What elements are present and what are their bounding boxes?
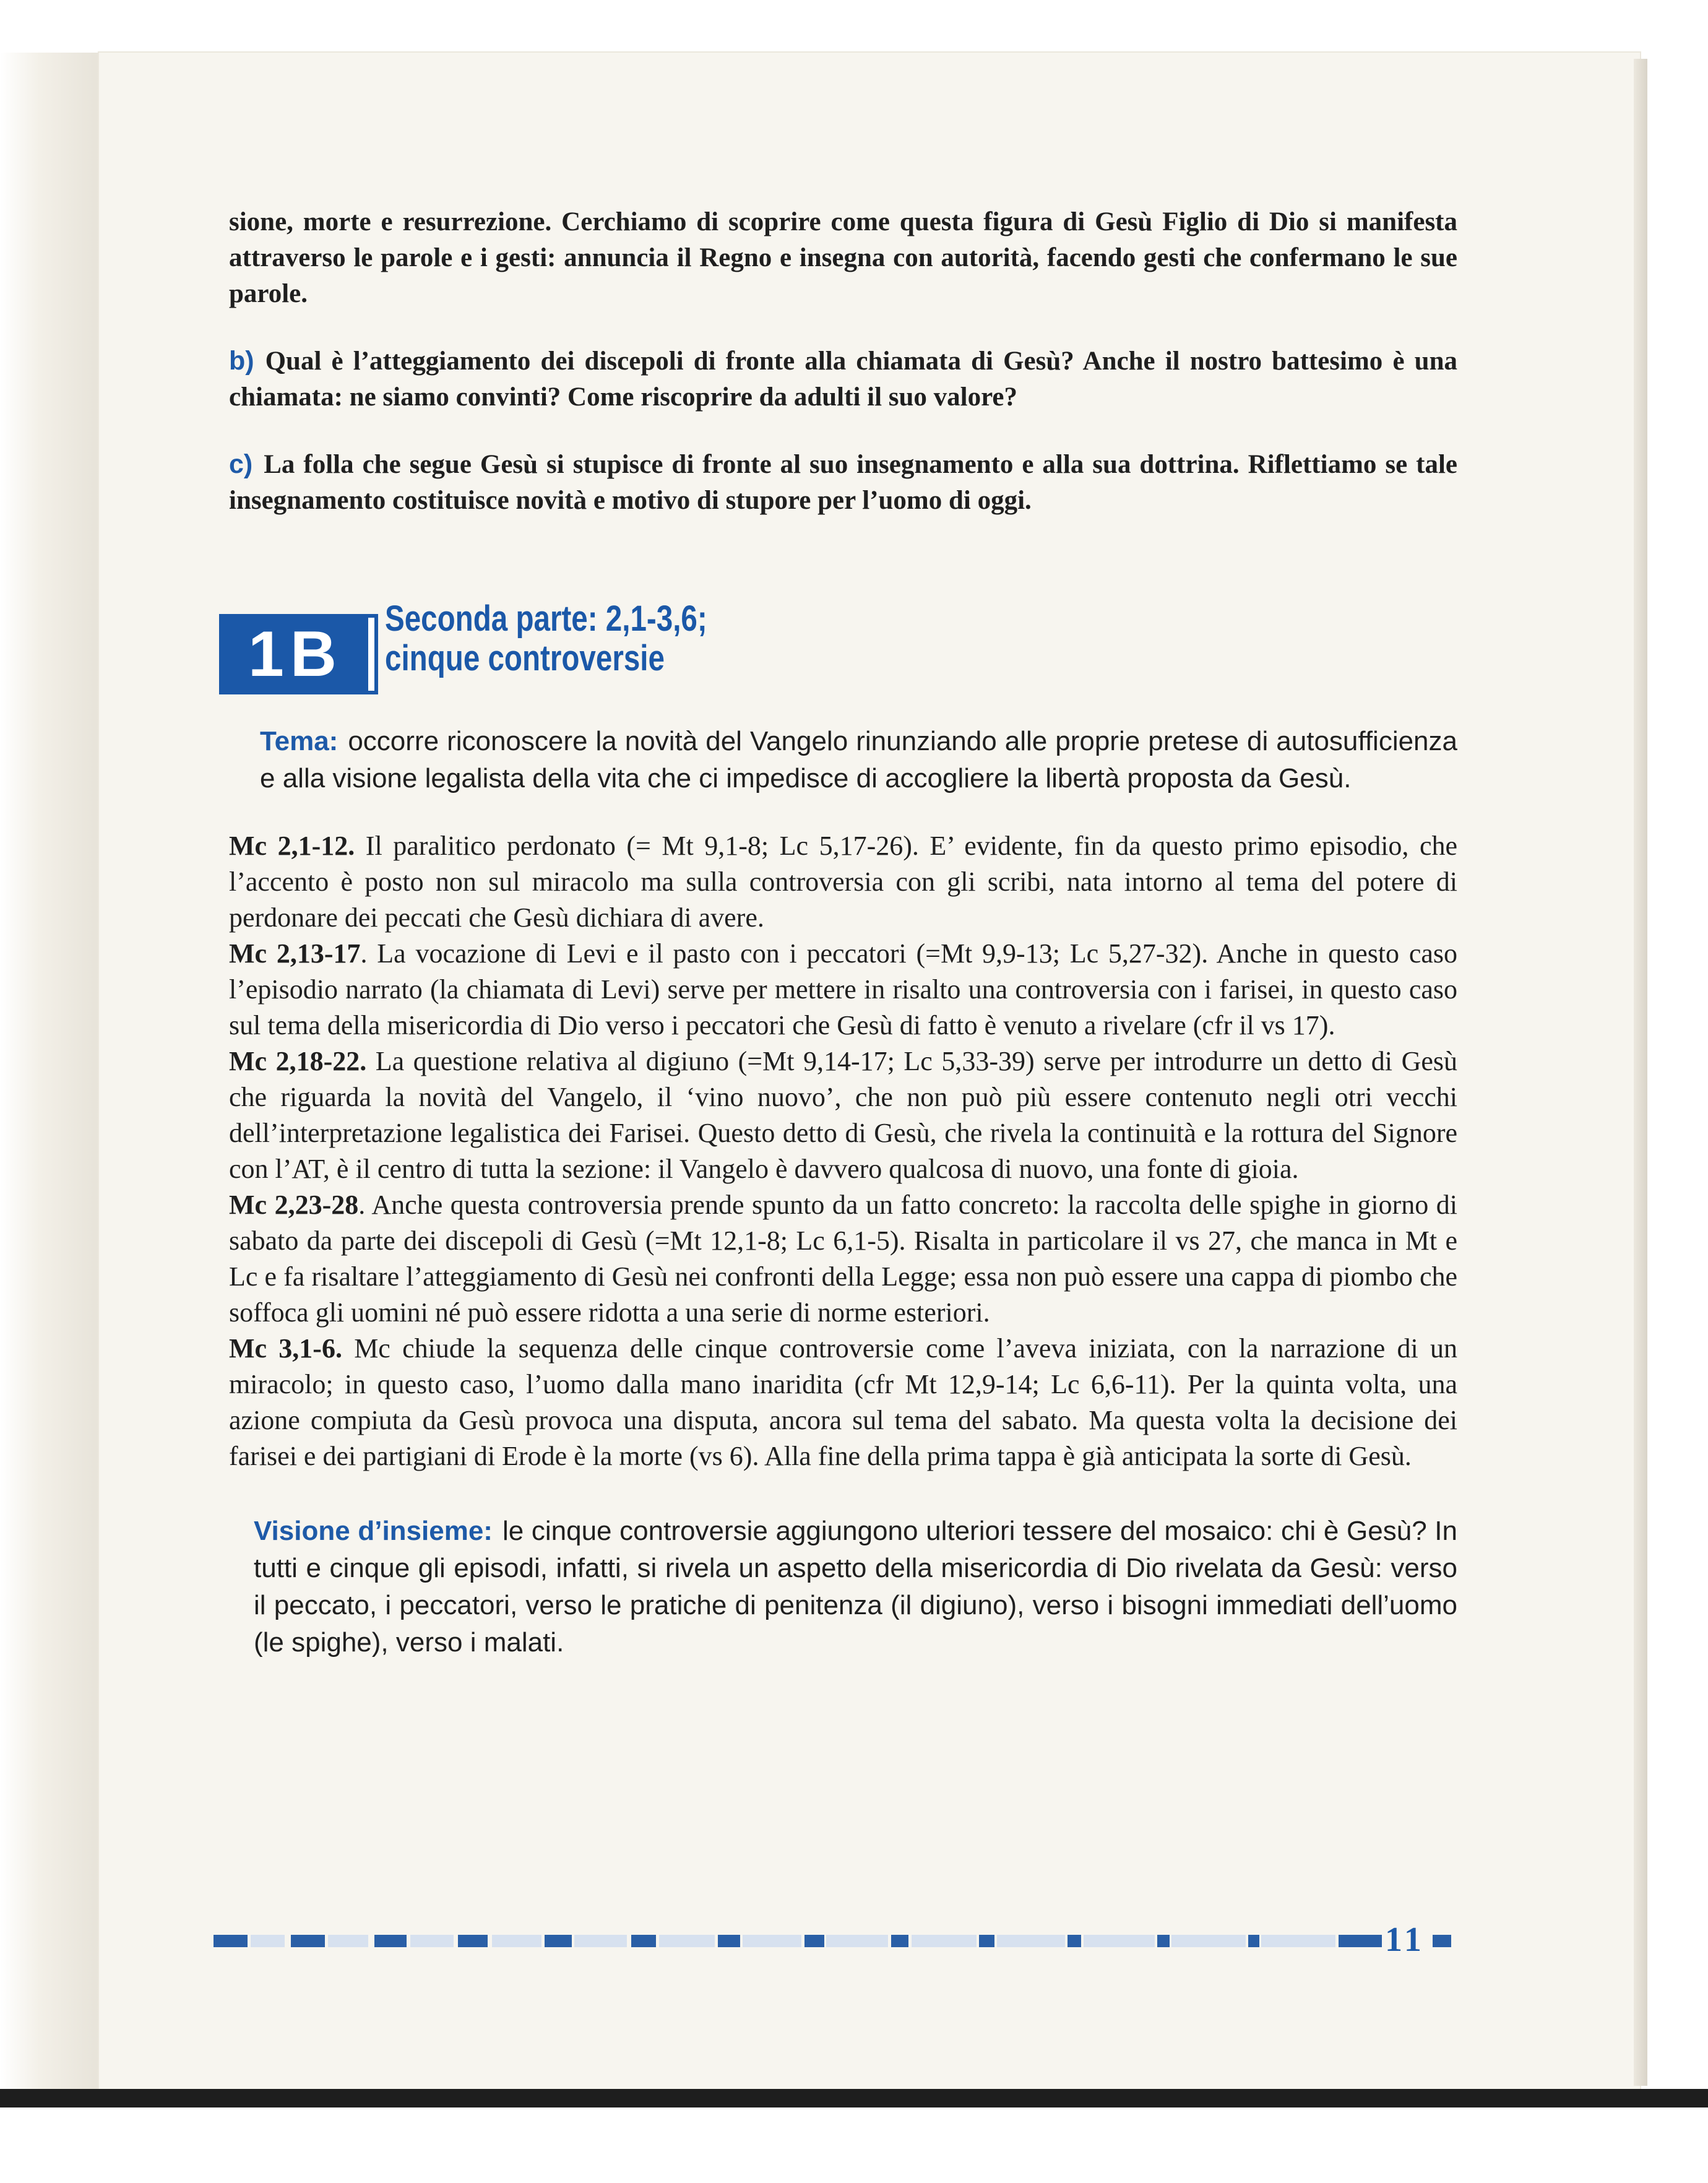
page-gutter-shadow (0, 53, 99, 2107)
question-text: La folla che segue Gesù si stupisce di fronte al suo insegnamento e alla sua dottrina. Riflettiamo se tale insegnamento costituisce novità e motivo di stupore per l’uomo di oggi. (229, 450, 1457, 515)
footer-bar-segment (659, 1935, 715, 1947)
list-item (229, 1044, 1457, 1187)
page-content (229, 204, 1457, 1661)
list-item (229, 828, 1457, 936)
entry-text: La questione relativa al digiuno (=Mt 9,14-17; Lc 5,33-39) serve per introdurre un detto di Gesù che riguarda la novità del Vangelo, il ‘vino nuovo’, che non può più essere contenuto negli otri vecchi dell’interpretazione legalistica dei Farisei. Questo detto di Gesù, che rivela la continuità e la rottura del Signore con l’AT, è il centro di tutta la sezione: il Vangelo è davvero qualcosa di nuovo, una fonte di gioia. (229, 1046, 1458, 1184)
footer-bar-segment (718, 1935, 740, 1947)
footer-bar-segment (574, 1935, 627, 1947)
footer-bar-segment (214, 1935, 248, 1947)
footer-bar-segment (1339, 1935, 1382, 1947)
footer-bar-segment (912, 1935, 977, 1947)
tema-text: occorre riconoscere la novità del Vangelo rinunziando alle proprie pretese di autosufficienza e alla visione legalista della vita che ci impedisce di accogliere la libertà proposta da Gesù. (260, 726, 1457, 793)
footer-bar-segment (979, 1935, 994, 1947)
footer-bar-segment (1261, 1935, 1335, 1947)
footer-bar-segment (1433, 1935, 1451, 1947)
entry-reference: Mc 2,13-17 (229, 938, 361, 969)
intro-paragraph: sione, morte e resurrezione. Cerchiamo di scoprire come questa figura di Gesù Figlio di Dio si manifesta attraverso le parole e i gesti: annuncia il Regno e insegna con autorità, facendo gesti che confermano le sue parole. (229, 207, 1457, 308)
footer-bar-segment (1157, 1935, 1170, 1947)
page-number: 11 (1385, 1921, 1425, 1959)
page-edge (1634, 59, 1647, 2086)
controversies-list (229, 828, 1457, 1474)
footer-bar-segment (1068, 1935, 1081, 1947)
question-c (229, 446, 1457, 519)
tema-label: Tema: (260, 726, 339, 756)
footer-bar-segment (374, 1935, 407, 1947)
entry-text: Mc chiude la sequenza delle cinque controversie come l’aveva iniziata, con la narrazione di un miracolo; in questo caso, l’uomo dalla mano inaridita (cfr Mt 12,9-14; Lc 6,6-11). Per la quinta volta, una azione compiuta da Gesù provoca una disputa, ancora sul tema del sabato. Ma questa volta la decisione dei farisei e dei partigiani di Erode è la morte (vs 6). Alla fine della prima tappa è già anticipata la sorte di Gesù. (229, 1333, 1458, 1471)
section-badge: 1B (223, 618, 374, 691)
footer-bar-segment (251, 1935, 285, 1947)
footer-bar-segment (328, 1935, 368, 1947)
footer-bar-segment (1171, 1935, 1246, 1947)
visione-text: le cinque controversie aggiungono ulteriori tessere del mosaico: chi è Gesù? In tutti e cinque gli episodi, infatti, si rivela un aspetto della misericordia di Dio rivelata da Gesù: verso il peccato, i peccatori, verso le pratiche di penitenza (il digiuno), verso i bisogni immediati dell’uomo (le spighe), verso i malati. (254, 1516, 1457, 1658)
footer-bar-segment (1248, 1935, 1259, 1947)
question-b (229, 343, 1457, 415)
question-letter: b) (229, 346, 254, 376)
section-title-line: Seconda parte: 2,1-3,6; (385, 599, 707, 639)
question-text: Qual è l’atteggiamento dei discepoli di fronte alla chiamata di Gesù? Anche il nostro battesimo è una chiamata: ne siamo convinti? Come riscoprire da adulti il suo valore? (229, 347, 1457, 412)
entry-text: Il paralitico perdonato (= Mt 9,1-8; Lc 5,17-26). E’ evidente, fin da questo primo episodio, che l’accento è posto non sul miracolo ma sulla controversia con gli scribi, nata intorno al tema del potere di perdonare dei peccati che Gesù dichiara di avere. (229, 831, 1458, 933)
footer-bar-segment (410, 1935, 454, 1947)
footer-bar-segment (545, 1935, 572, 1947)
list-item (229, 936, 1457, 1044)
footer-bar-segment (997, 1935, 1065, 1947)
section-title-line: cinque controversie (385, 638, 665, 678)
visione-label: Visione d’insieme: (254, 1516, 493, 1546)
tema-paragraph (260, 723, 1457, 797)
footer-bar-segment (891, 1935, 908, 1947)
section-title (385, 599, 707, 678)
list-item (229, 1331, 1457, 1474)
list-item (229, 1187, 1457, 1331)
footer-bar-segment (826, 1935, 888, 1947)
section-header (229, 599, 1457, 692)
visione-paragraph (254, 1513, 1457, 1661)
entry-reference: Mc 3,1-6. (229, 1333, 342, 1364)
footer-bar-segment (458, 1935, 488, 1947)
question-letter: c) (229, 449, 253, 479)
entry-text: . Anche questa controversia prende spunto da un fatto concreto: la raccolta delle spighe in giorno di sabato da parte dei discepoli di Gesù (=Mt 12,1-8; Lc 6,1-5). Risalta in particolare il vs 27, che manca in Mt e Lc e fa risaltare l’atteggiamento di Gesù nei confronti della Legge; essa non può essere una cappa di piombo che soffoca gli uomini né può essere ridotta a una serie di norme esteriori. (229, 1190, 1457, 1328)
entry-reference: Mc 2,1-12. (229, 831, 355, 861)
footer-decorative-bar (214, 1930, 1457, 1952)
entry-reference: Mc 2,18-22. (229, 1046, 367, 1076)
entry-text: . La vocazione di Levi e il pasto con i peccatori (=Mt 9,9-13; Lc 5,27-32). Anche in questo caso l’episodio narrato (la chiamata di Levi) serve per mettere in risalto una controversia con i farisei, in questo caso sul tema della misericordia di Dio verso i peccatori che Gesù di fatto è venuto a rivelare (cfr il vs 17). (229, 938, 1457, 1040)
footer-bar-segment (291, 1935, 325, 1947)
footer-bar-segment (1084, 1935, 1155, 1947)
footer-bar-segment (804, 1935, 824, 1947)
footer-bar-segment (743, 1935, 801, 1947)
scan-bottom-edge (0, 2089, 1708, 2107)
footer-bar-segment (492, 1935, 541, 1947)
footer-bar-segment (631, 1935, 656, 1947)
entry-reference: Mc 2,23-28 (229, 1190, 359, 1220)
